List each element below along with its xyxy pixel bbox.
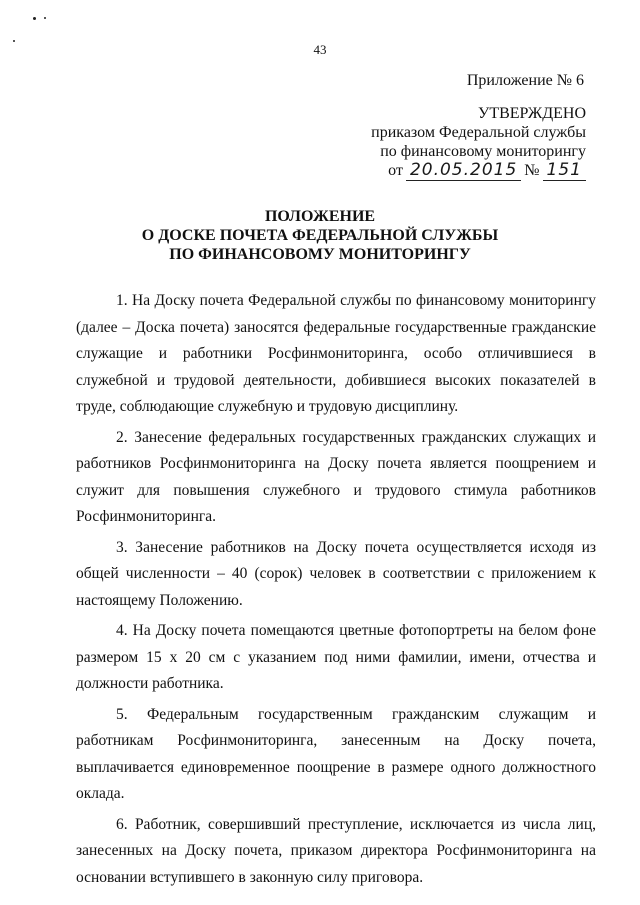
scan-speck: [33, 17, 36, 20]
title-line-1: ПОЛОЖЕНИЕ: [264, 208, 376, 225]
paragraph-2: 2. Занесение федеральных государственных гражданских служащих и работников Росфинмониторинга на Доску почета является поощрением и служит для повышения служебного и трудового стимула работников Росфинмониторинга.: [76, 428, 596, 525]
paragraph-1: 1. На Доску почета Федеральной службы по финансовому мониторингу (далее – Доска почета) заносятся федеральные государственные гражданские служащие и работники Росфинмониторинга, особо отличившиеся в служебной и трудовой деятельности, добившиеся высоких показателей в труде, соблюдающие служебную и трудовую дисциплину.: [76, 292, 596, 415]
document-title: [0, 207, 640, 264]
order-number: 151: [543, 161, 586, 181]
title-line-3: ПО ФИНАНСОВОМУ МОНИТОРИНГУ: [169, 246, 471, 263]
document-body: [76, 288, 596, 895]
page-number: 43: [313, 42, 327, 57]
approved-by-line1: приказом Федеральной службы: [371, 124, 586, 141]
approval-block: [371, 104, 586, 181]
order-date-number-line: [371, 161, 586, 181]
approved-label: УТВЕРЖДЕНО: [477, 105, 586, 122]
paragraph-3: 3. Занесение работников на Доску почета осуществляется исходя из общей численности – 40 (сорок) человек в соответствии с приложением к настоящему Положению.: [76, 538, 596, 609]
order-date: 20.05.2015: [406, 161, 521, 181]
appendix-label: Приложение № 6: [466, 72, 584, 89]
paragraph-5: 5. Федеральным государственным гражданским служащим и работникам Росфинмониторинга, занесенным на Доску почета, выплачивается единовременное поощрение в размере одного должностного оклада.: [76, 705, 596, 802]
paragraph-4: 4. На Доску почета помещаются цветные фотопортреты на белом фоне размером 15 х 20 см с указанием под ними фамилии, имени, отчества и должности работника.: [76, 622, 596, 692]
from-label: от: [388, 162, 403, 179]
paragraph-6: 6. Работник, совершивший преступление, исключается из числа лиц, занесенных на Доску почета, приказом директора Росфинмониторинга на основании вступившего в законную силу приговора.: [76, 815, 596, 886]
title-line-2: О ДОСКЕ ПОЧЕТА ФЕДЕРАЛЬНОЙ СЛУЖБЫ: [141, 227, 499, 244]
scan-speck: [44, 17, 46, 19]
number-label: №: [524, 162, 540, 179]
approved-by-line2: по финансовому мониторингу: [380, 143, 586, 160]
